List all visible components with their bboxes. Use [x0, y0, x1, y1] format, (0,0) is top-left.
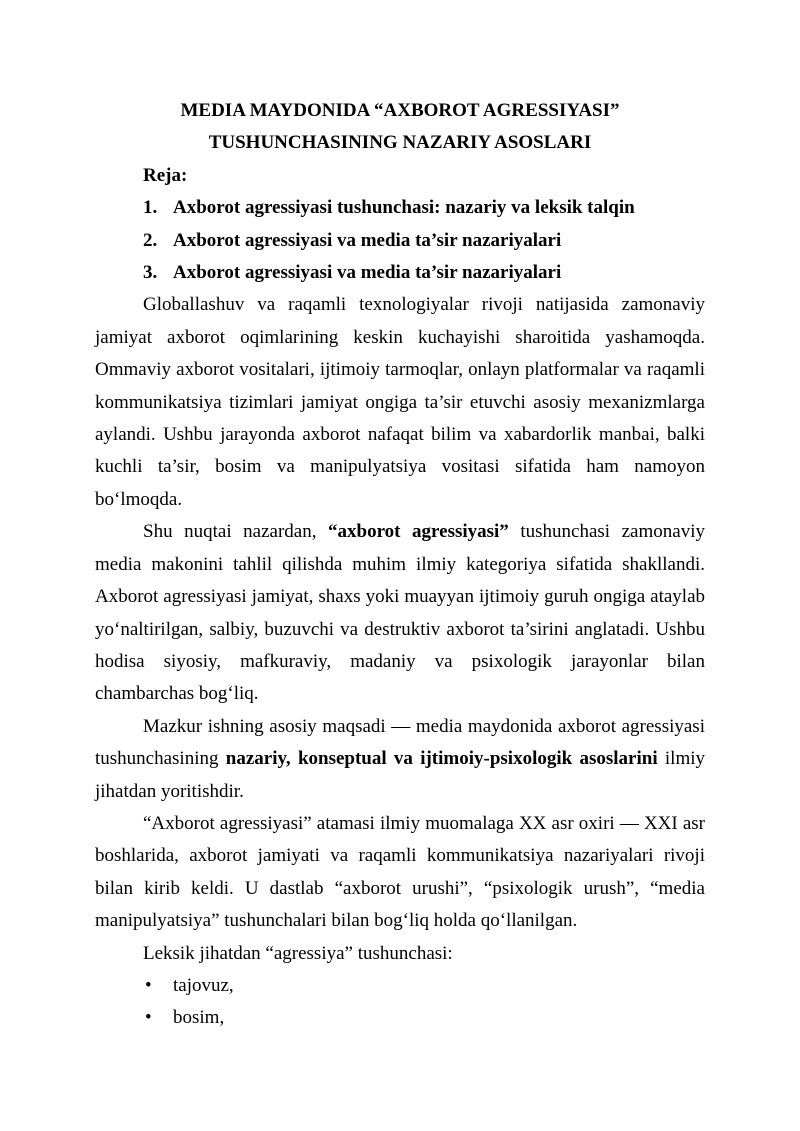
- plan-item-3: [95, 257, 705, 289]
- paragraph-4: [95, 808, 705, 938]
- bullet-item-2: [95, 1002, 705, 1034]
- bullet-marker: •: [145, 1007, 152, 1029]
- paragraph-5: [95, 938, 705, 970]
- paragraph-text: Globallashuv va raqamli texnologiyalar rivoji natijasida zamonaviy jamiyat axborot oqimlarining keskin kuchayishi sharoitida yashamoqda. Ommaviy axborot vositalari, ijtimoiy tarmoqlar, onlayn platformalar va raqamli kommunikatsiya tizimlari jamiyat ongiga ta’sir etuvchi asosiy mexanizmlarga aylandi. Ushbu jarayonda axborot nafaqat bilim va xabardorlik manbai, balki kuchli ta’sir, bosim va manipulyatsiya vositasi sifatida ham namoyon bo‘lmoqda.: [95, 294, 705, 510]
- plan-heading: Reja:: [143, 164, 188, 186]
- plan-item-text: Axborot agressiyasi va media ta’sir nazariyalari: [173, 229, 562, 251]
- paragraph-text: Mazkur ishning asosiy maqsadi — media maydonida axborot agressiyasi tushunchasining: [95, 715, 705, 770]
- plan-item-2: [95, 225, 705, 257]
- bullet-item-1: [95, 970, 705, 1002]
- paragraph-1: [95, 289, 705, 516]
- plan-item-1: [95, 192, 705, 224]
- bullet-item-text: bosim,: [173, 1007, 225, 1029]
- document-title-line-2: TUSHUNCHASINING NAZARIY ASOSLARI: [208, 132, 592, 154]
- plan-list: [95, 192, 705, 289]
- bold-emphasis: “axborot agressiyasi”: [328, 521, 509, 543]
- paragraph-text: Shu nuqtai nazardan,: [143, 521, 329, 543]
- bullet-marker: •: [145, 974, 152, 996]
- document-title: [95, 95, 705, 160]
- paragraph-text: Leksik jihatdan “agressiya” tushunchasi:: [143, 942, 453, 964]
- paragraph-text: “Axborot agressiyasi” atamasi ilmiy muomalaga XX asr oxiri — XXI asr boshlarida, axborot jamiyati va raqamli kommunikatsiya nazariyalari rivoji bilan kirib keldi. U dastlab “axborot urushi”, “psixologik urush”, “media manipulyatsiya” tushunchalari bilan bog‘liq holda qo‘llanilgan.: [95, 812, 705, 932]
- paragraph-3: [95, 711, 705, 808]
- bullet-list: [95, 970, 705, 1035]
- plan-item-number: 2.: [143, 229, 158, 251]
- bold-emphasis: nazariy, konseptual va ijtimoiy-psixologik asoslarini: [225, 748, 658, 770]
- paragraph-2: [95, 516, 705, 710]
- document-title-line-1: MEDIA MAYDONIDA “AXBOROT AGRESSIYASI”: [180, 100, 620, 121]
- plan-item-number: 1.: [143, 197, 158, 219]
- plan-item-text: Axborot agressiyasi va media ta’sir nazariyalari: [173, 262, 562, 284]
- paragraph-text: tushunchasi zamonaviy media makonini tahlil qilishda muhim ilmiy kategoriya sifatida shakllandi. Axborot agressiyasi jamiyat, shaxs yoki muayyan ijtimoiy guruh ongiga ataylab yo‘naltirilgan, salbiy, buzuvchi va destruktiv axborot ta’sirini anglatadi. Ushbu hodisa siyosiy, mafkuraviy, madaniy va psixologik jarayonlar bilan chambarchas bog‘liq.: [95, 521, 705, 705]
- plan-item-text: Axborot agressiyasi tushunchasi: nazariy va leksik talqin: [173, 197, 635, 219]
- bullet-item-text: tajovuz,: [173, 974, 234, 996]
- paragraph-text: ilmiy jihatdan yoritishdir.: [95, 748, 705, 802]
- plan-item-number: 3.: [143, 262, 158, 284]
